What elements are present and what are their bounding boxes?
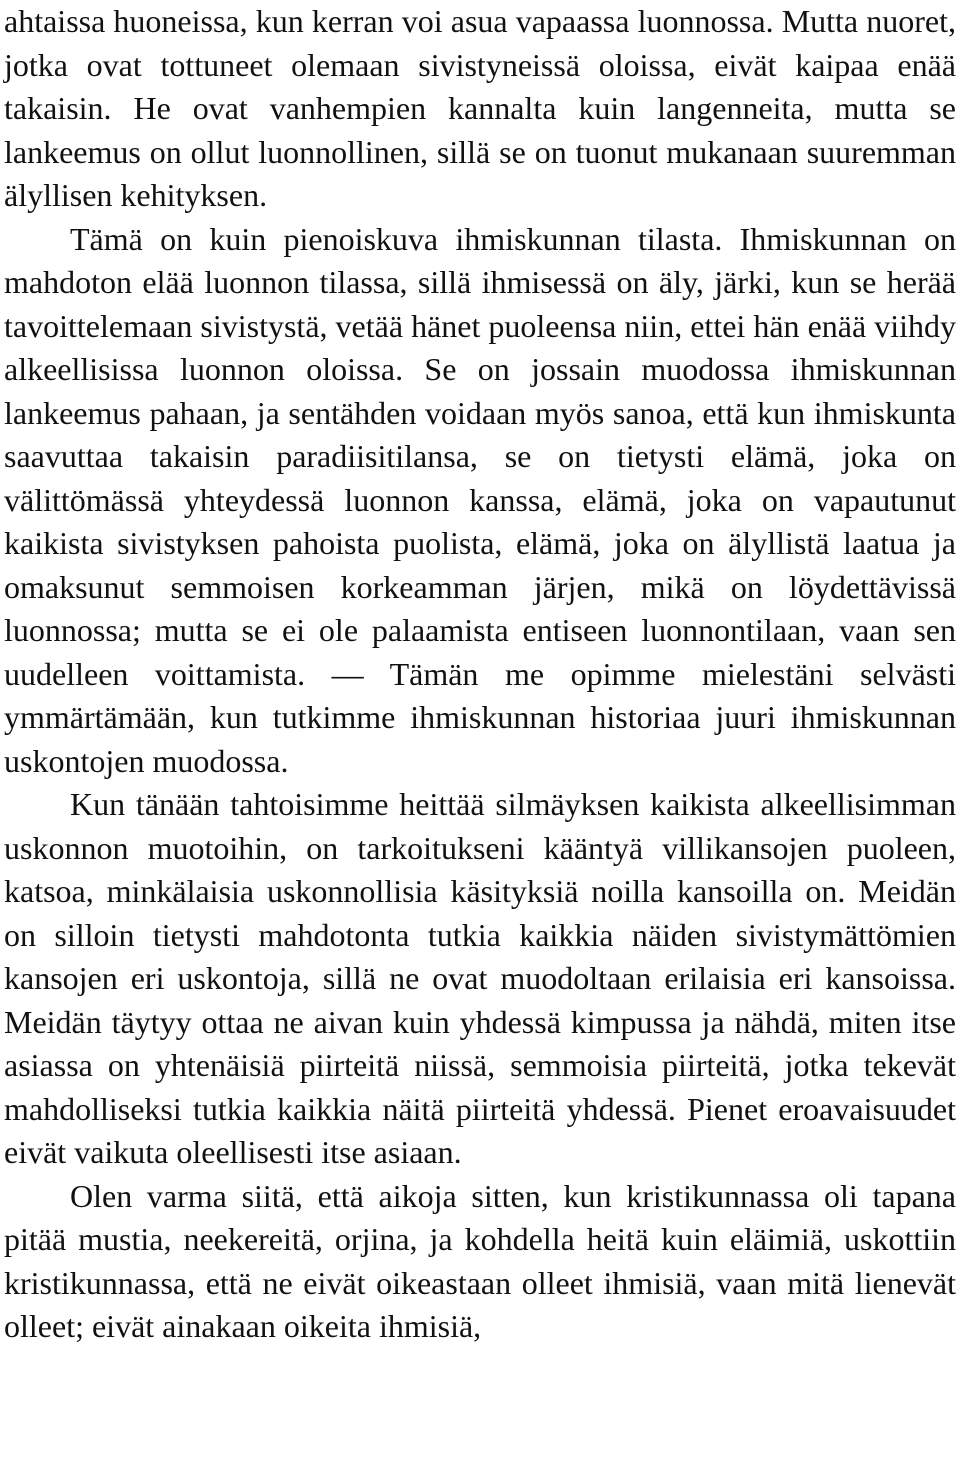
paragraph: Tämä on kuin pienoiskuva ihmiskunnan tilasta. Ihmiskunnan on mahdoton elää luonnon tilassa, sillä ihmisessä on äly, järki, kun se herää tavoittelemaan sivistystä, vetää hänet puoleensa niin, ettei hän enää viihdy alkeellisissa luonnon oloissa. Se on jossain muodossa ihmiskunnan lankeemus pahaan, ja sentähden voidaan myös sanoa, että kun ihmiskunta saavuttaa takaisin paradiisitilansa, se on tietysti elämä, joka on välittömässä yhteydessä luonnon kanssa, elämä, joka on vapautunut kaikista sivistyksen pahoista puolista, elämä, joka on älyllistä laatua ja omaksunut semmoisen korkeamman järjen, mikä on löydettävissä luonnossa; mutta se ei ole palaamista entiseen luonnontilaan, vaan sen uudelleen voittamista. — Tämän me opimme mielestäni selvästi ymmärtämään, kun tutkimme ihmiskunnan historiaa juuri ihmiskunnan uskontojen muodossa. [4,220,956,779]
paragraph: Olen varma siitä, että aikoja sitten, kun kristikunnassa oli tapana pitää mustia, neekereitä, orjina, ja kohdella heitä kuin eläimiä, uskottiin kristikunnassa, että ne eivät oikeastaan olleet ihmisiä, vaan mitä lienevät olleet; eivät ainakaan oikeita ihmisiä, [4,1177,956,1344]
paragraph: Kun tänään tahtoisimme heittää silmäyksen kaikista alkeellisimman uskonnon muotoihin, on tarkoitukseni kääntyä villikansojen puoleen, katsoa, minkälaisia uskonnollisia käsityksiä noilla kansoilla on. Meidän on silloin tietysti mahdotonta tutkia kaikkia näiden sivistymättömien kansojen eri uskontoja, sillä ne ovat muodoltaan erilaisia eri kansoissa. Meidän täytyy ottaa ne aivan kuin yhdessä kimpussa ja nähdä, miten itse asiassa on yhtenäisiä piirteitä niissä, semmoisia piirteitä, jotka tekevät mahdolliseksi tutkia kaikkia näitä piirteitä yhdessä. Pienet eroavaisuudet eivät vaikuta oleellisesti itse asiaan. [4,786,956,1170]
paragraph: ahtaissa huoneissa, kun kerran voi asua vapaassa luonnossa. Mutta nuoret, jotka ovat tottuneet olemaan sivistyneissä oloissa, eivät kaipaa enää takaisin. He ovat vanhempien kannalta kuin langenneita, mutta se lankeemus on ollut luonnollinen, sillä se on tuonut mukanaan suuremman älyllisen kehityksen. [4,3,956,213]
body-text [4,0,956,1349]
